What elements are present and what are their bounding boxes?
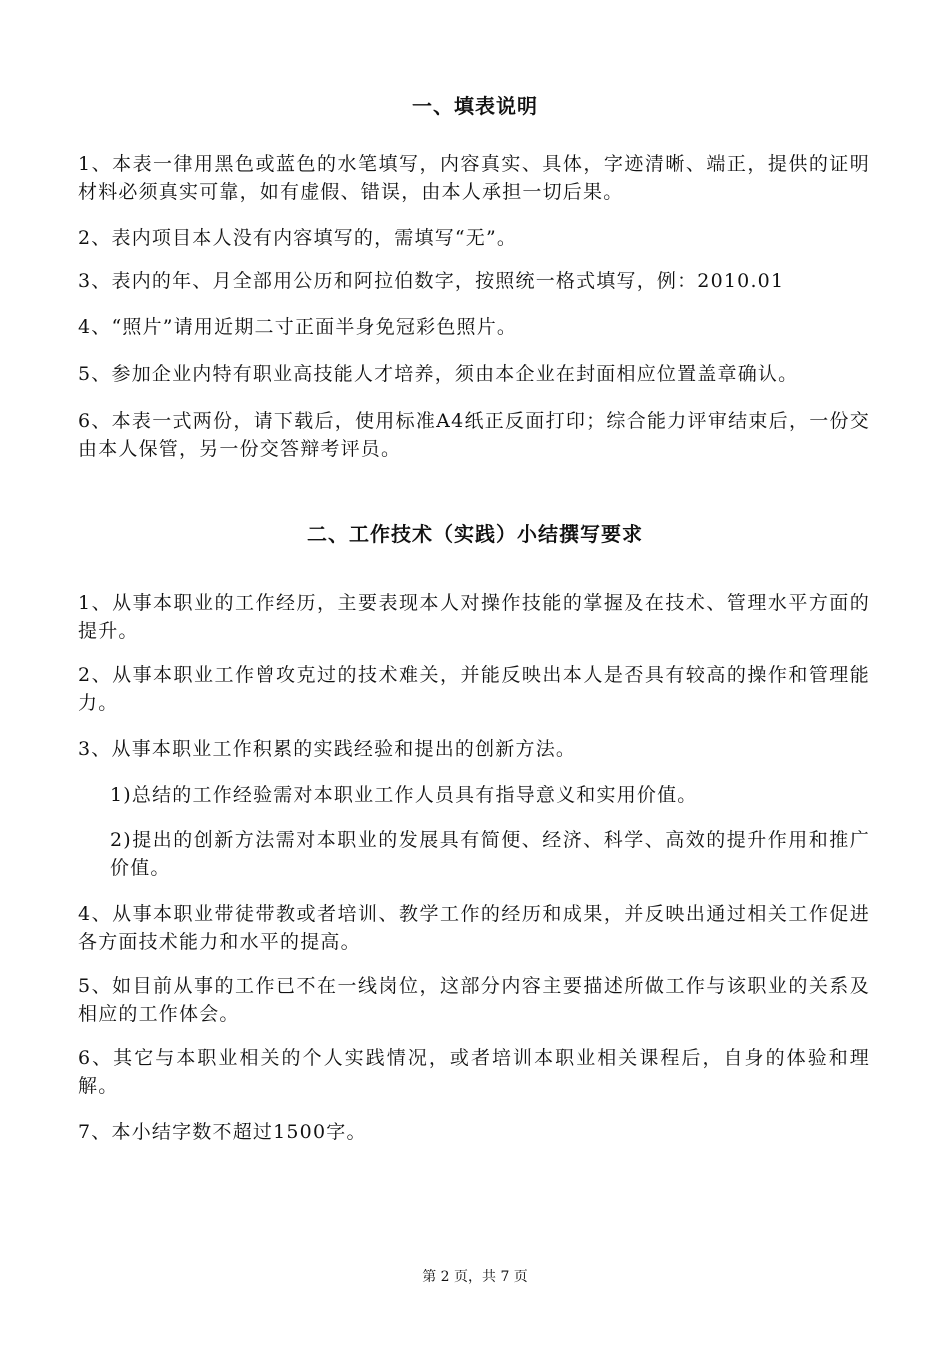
instruction-item-2: 2、表内项目本人没有内容填写的，需填写“无”。 (78, 227, 518, 249)
instruction-item-3: 3、表内的年、月全部用公历和阿拉伯数字，按照统一格式填写，例：2010.01 (78, 270, 785, 292)
instruction-item-5: 5、参加企业内特有职业高技能人才培养，须由本企业在封面相应位置盖章确认。 (78, 363, 799, 385)
page-number-footer: 第 2 页，共 7 页 (422, 1269, 528, 1285)
section-title-summary-requirements: 二、工作技术（实践）小结撰写要求 (307, 522, 643, 546)
requirement-item-6: 6、其它与本职业相关的个人实践情况，或者培训本职业相关课程后，自身的体验和理解。 (78, 1047, 870, 1097)
requirement-subitem-1: 1)总结的工作经验需对本职业工作人员具有指导意义和实用价值。 (110, 784, 698, 806)
requirement-subitem-2: 2)提出的创新方法需对本职业的发展具有简便、经济、科学、高效的提升作用和推广价值。 (110, 829, 870, 879)
requirement-item-5: 5、如目前从事的工作已不在一线岗位，这部分内容主要描述所做工作与该职业的关系及相应的工作体会。 (78, 975, 870, 1025)
instruction-item-4: 4、“照片”请用近期二寸正面半身免冠彩色照片。 (78, 316, 518, 338)
requirement-item-2: 2、从事本职业工作曾攻克过的技术难关，并能反映出本人是否具有较高的操作和管理能力。 (78, 664, 870, 714)
instruction-item-1: 1、本表一律用黑色或蓝色的水笔填写，内容真实、具体，字迹清晰、端正，提供的证明材料必须真实可靠，如有虚假、错误，由本人承担一切后果。 (78, 153, 870, 203)
requirement-item-4: 4、从事本职业带徒带教或者培训、教学工作的经历和成果，并反映出通过相关工作促进各方面技术能力和水平的提高。 (78, 903, 870, 953)
section-title-form-instructions: 一、填表说明 (412, 94, 538, 118)
requirement-item-3: 3、从事本职业工作积累的实践经验和提出的创新方法。 (78, 738, 577, 760)
requirement-item-7: 7、本小结字数不超过1500字。 (78, 1121, 367, 1143)
instruction-item-6: 6、本表一式两份，请下载后，使用标准A4纸正反面打印；综合能力评审结束后，一份交由本人保管，另一份交答辩考评员。 (78, 410, 870, 460)
requirement-item-1: 1、从事本职业的工作经历，主要表现本人对操作技能的掌握及在技术、管理水平方面的提升。 (78, 592, 870, 642)
